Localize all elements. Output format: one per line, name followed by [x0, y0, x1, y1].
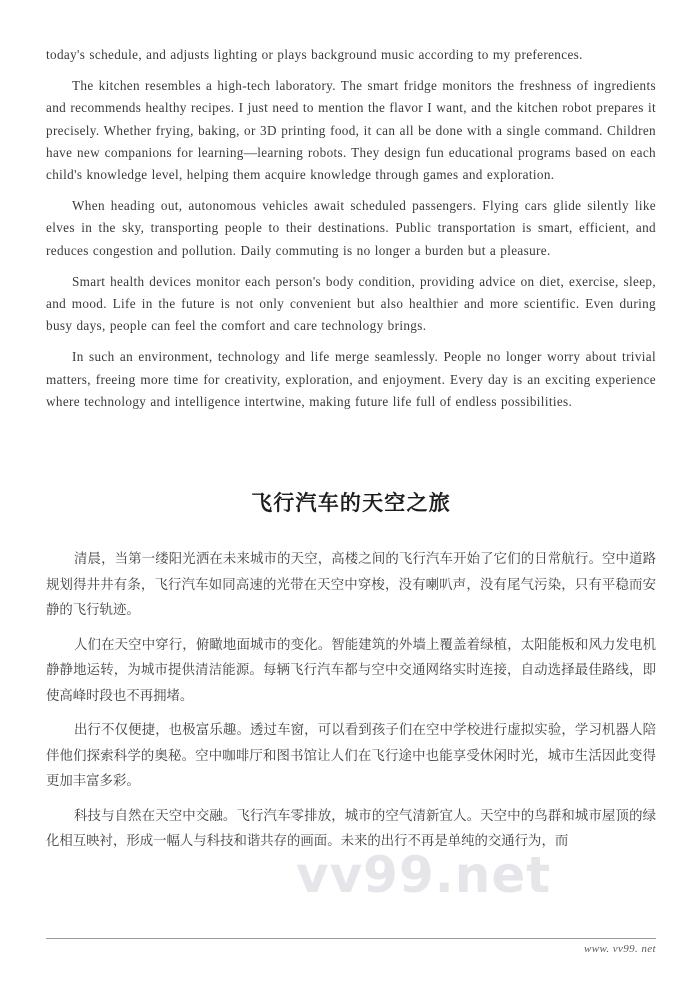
footer-divider: [46, 938, 656, 939]
english-paragraph: Smart health devices monitor each person's body condition, providing advice on diet, exercise, sleep, and mood. Life in the future is not only convenient but also healthier and more scientific. Even during busy days, people can feel the comfort and care technology brings.: [46, 273, 656, 334]
english-paragraph: In such an environment, technology and life merge seamlessly. People no longer worry about trivial matters, freeing more time for creativity, exploration, and enjoyment. Every day is an exciting experience where technology and intelligence intertwine, making future life full of endless possibilities.: [46, 349, 656, 409]
page-footer: [46, 938, 656, 955]
document-content: [46, 44, 656, 864]
english-section: [46, 44, 656, 413]
page-watermark: vv99.net: [296, 846, 552, 904]
chinese-section: [46, 547, 656, 855]
chinese-paragraph: 人们在天空中穿行，俯瞰地面城市的变化。智能建筑的外墙上覆盖着绿植，太阳能板和风力发电机静静地运转，为城市提供清洁能源。每辆飞行汽车都与空中交通网络实时连接，自动选择最佳路线，即使高峰时段也不再拥堵。: [46, 637, 656, 704]
english-paragraph: When heading out, autonomous vehicles await scheduled passengers. Flying cars glide silently like elves in the sky, transporting people to their destinations. Public transportation is smart, efficient, and reduces congestion and pollution. Daily commuting is no longer a burden but a pleasure.: [46, 198, 656, 258]
footer-url: www. vv99. net: [584, 943, 656, 955]
english-paragraph: The kitchen resembles a high-tech laboratory. The smart fridge monitors the freshness of ingredients and recommends healthy recipes. I just need to mention the flavor I want, and the kitchen robot prepares it precisely. Whether frying, baking, or 3D printing food, it can all be done with a single command. Children have new companions for learning—learning robots. They design fun educational programs based on each child's knowledge level, helping them acquire knowledge through games and exploration.: [46, 78, 656, 183]
chinese-paragraph: 出行不仅便捷，也极富乐趣。透过车窗，可以看到孩子们在空中学校进行虚拟实验，学习机器人陪伴他们探索科学的奥秘。空中咖啡厅和图书馆让人们在飞行途中也能享受休闲时光，城市生活因此变得更加丰富多彩。: [46, 723, 656, 790]
chinese-paragraph: 科技与自然在天空中交融。飞行汽车零排放，城市的空气清新宜人。天空中的鸟群和城市屋顶的绿化相互映衬，形成一幅人与科技和谐共存的画面。未来的出行不再是单纯的交通行为，而: [46, 808, 656, 850]
english-paragraph: today's schedule, and adjusts lighting or plays background music according to my preferences.: [46, 47, 583, 62]
page-title: 飞行汽车的天空之旅: [251, 491, 451, 516]
chinese-paragraph: 清晨，当第一缕阳光洒在未来城市的天空，高楼之间的飞行汽车开始了它们的日常航行。空中道路规划得井井有条，飞行汽车如同高速的光带在天空中穿梭，没有喇叭声，没有尾气污染，只有平稳而安静的飞行轨迹。: [46, 552, 656, 619]
chinese-heading-block: [46, 487, 656, 517]
